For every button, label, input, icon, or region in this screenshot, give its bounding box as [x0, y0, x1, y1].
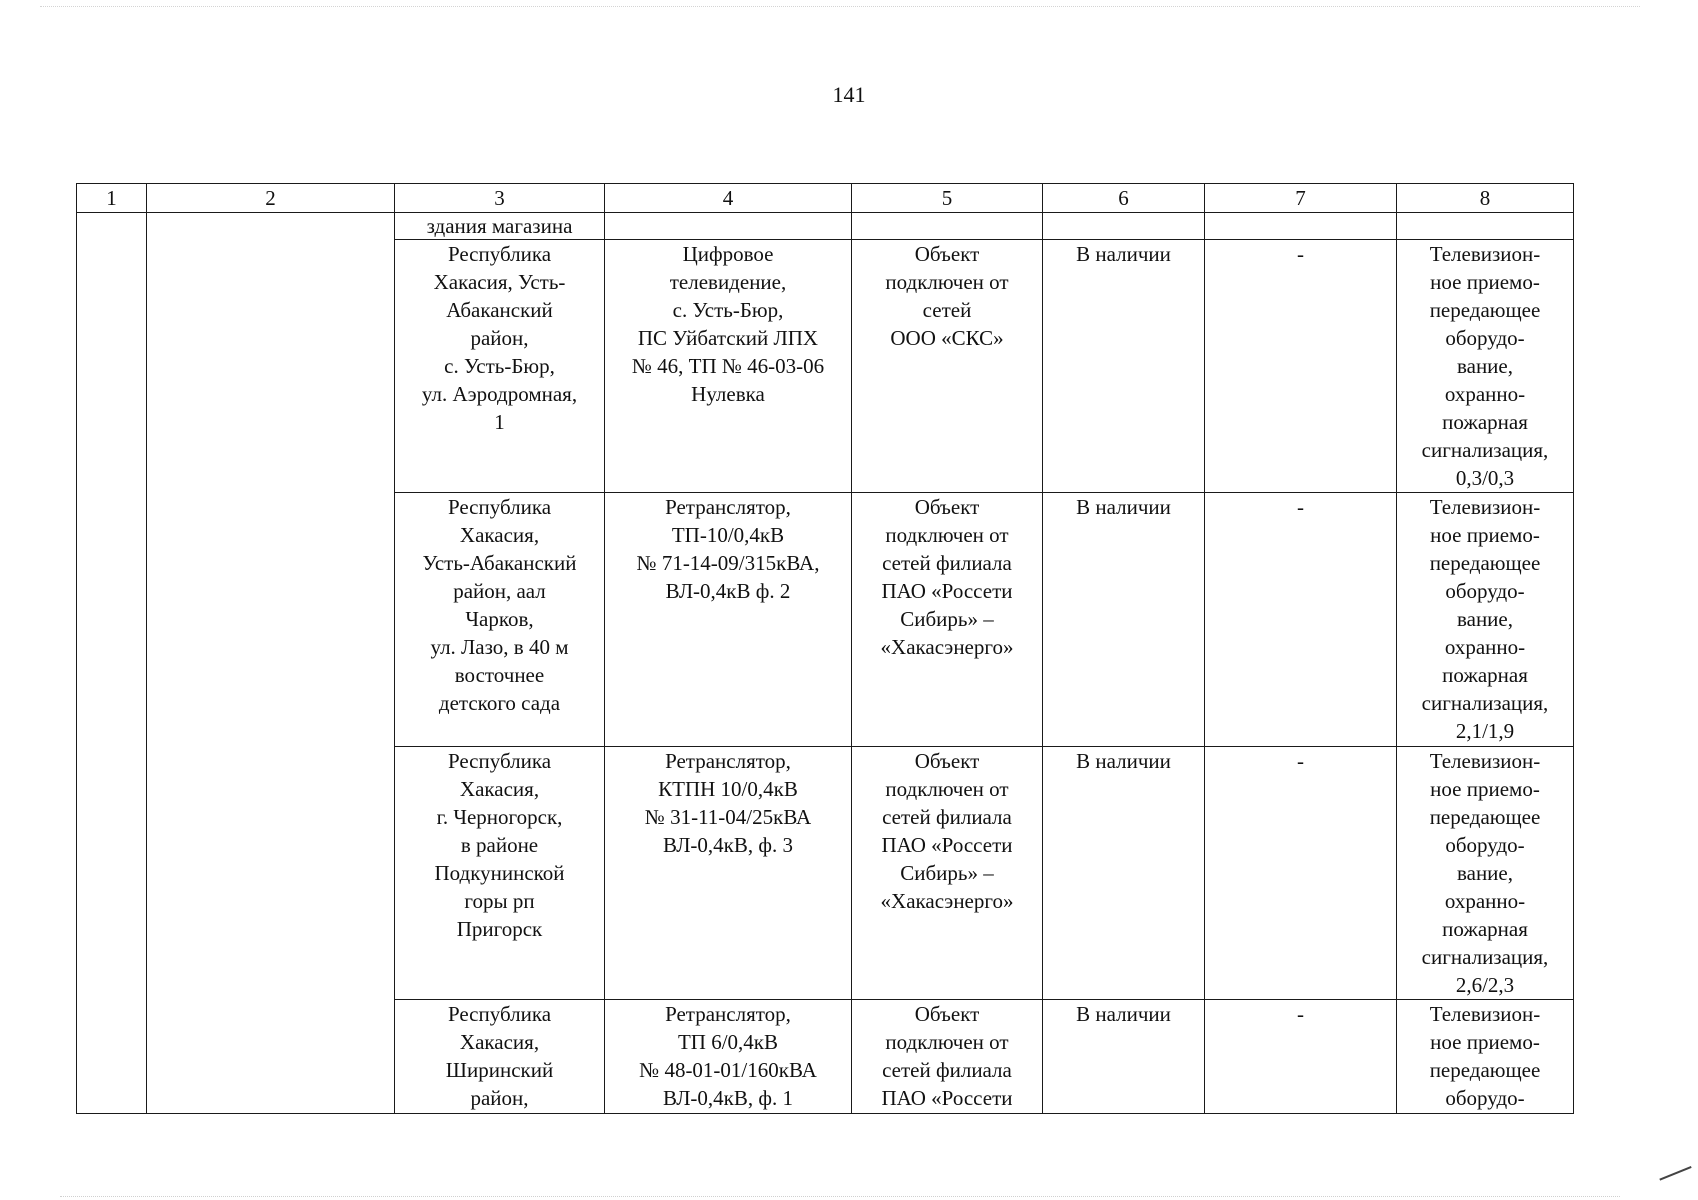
- col2-merged-cell: [147, 213, 395, 1114]
- availability-cell: В наличии: [1043, 240, 1205, 493]
- header-cell-3: 3: [395, 184, 605, 213]
- page-number: 141: [832, 82, 866, 107]
- header-cell-4: 4: [605, 184, 852, 213]
- power-source-cell: Цифровое телевидение, с. Усть-Бюр, ПС Уйбатский ЛПХ № 46, ТП № 46-03-06 Нулевка: [605, 240, 852, 493]
- continuation-cell-8: [1397, 213, 1574, 240]
- continuation-cell-4: [605, 213, 852, 240]
- header-cell-6: 6: [1043, 184, 1205, 213]
- power-source-cell: Ретранслятор, ТП 6/0,4кВ № 48-01-01/160кВА ВЛ-0,4кВ, ф. 1: [605, 1000, 852, 1114]
- availability-cell: В наличии: [1043, 493, 1205, 747]
- availability-cell: В наличии: [1043, 1000, 1205, 1114]
- header-cell-1: 1: [77, 184, 147, 213]
- header-cell-2: 2: [147, 184, 395, 213]
- continuation-cell-7: [1205, 213, 1397, 240]
- equipment-cell: Телевизион- ное приемо- передающее оборудо-: [1397, 1000, 1574, 1114]
- address-cell: Республика Хакасия, Усть-Абаканский район, аал Чарков, ул. Лазо, в 40 м восточнее детского сада: [395, 493, 605, 747]
- scan-artifact-top: [40, 6, 1640, 7]
- header-cell-8: 8: [1397, 184, 1574, 213]
- header-cell-5: 5: [852, 184, 1043, 213]
- power-source-cell: Ретранслятор, ТП-10/0,4кВ № 71-14-09/315кВА, ВЛ-0,4кВ ф. 2: [605, 493, 852, 747]
- col7-cell: -: [1205, 493, 1397, 747]
- header-row: [77, 184, 1574, 213]
- power-source-cell: Ретранслятор, КТПН 10/0,4кВ № 31-11-04/25кВА ВЛ-0,4кВ, ф. 3: [605, 747, 852, 1000]
- continuation-row: [77, 213, 1574, 240]
- connection-cell: Объект подключен от сетей филиала ПАО «Россети Сибирь» – «Хакасэнерго»: [852, 493, 1043, 747]
- connection-cell: Объект подключен от сетей филиала ПАО «Россети: [852, 1000, 1043, 1114]
- col7-cell: -: [1205, 747, 1397, 1000]
- connection-cell: Объект подключен от сетей филиала ПАО «Россети Сибирь» – «Хакасэнерго»: [852, 747, 1043, 1000]
- col1-merged-cell: [77, 213, 147, 1114]
- col7-cell: -: [1205, 1000, 1397, 1114]
- continuation-address-cell: здания магазина: [395, 213, 605, 240]
- address-cell: Республика Хакасия, Ширинский район,: [395, 1000, 605, 1114]
- continuation-cell-6: [1043, 213, 1205, 240]
- scan-artifact-bottom: [60, 1196, 1620, 1197]
- equipment-cell: Телевизион- ное приемо- передающее оборудо- вание, охранно- пожарная сигнализация, 2,1/1,9: [1397, 493, 1574, 747]
- scan-corner-mark: [1659, 1166, 1694, 1188]
- address-cell: Республика Хакасия, г. Черногорск, в районе Подкунинской горы рп Пригорск: [395, 747, 605, 1000]
- availability-cell: В наличии: [1043, 747, 1205, 1000]
- col7-cell: -: [1205, 240, 1397, 493]
- connection-cell: Объект подключен от сетей ООО «СКС»: [852, 240, 1043, 493]
- continuation-cell-5: [852, 213, 1043, 240]
- equipment-cell: Телевизион- ное приемо- передающее оборудо- вание, охранно- пожарная сигнализация, 2,6/2,3: [1397, 747, 1574, 1000]
- address-cell: Республика Хакасия, Усть- Абаканский район, с. Усть-Бюр, ул. Аэродромная, 1: [395, 240, 605, 493]
- document-table: [76, 183, 1574, 1114]
- equipment-cell: Телевизион- ное приемо- передающее оборудо- вание, охранно- пожарная сигнализация, 0,3/0,3: [1397, 240, 1574, 493]
- header-cell-7: 7: [1205, 184, 1397, 213]
